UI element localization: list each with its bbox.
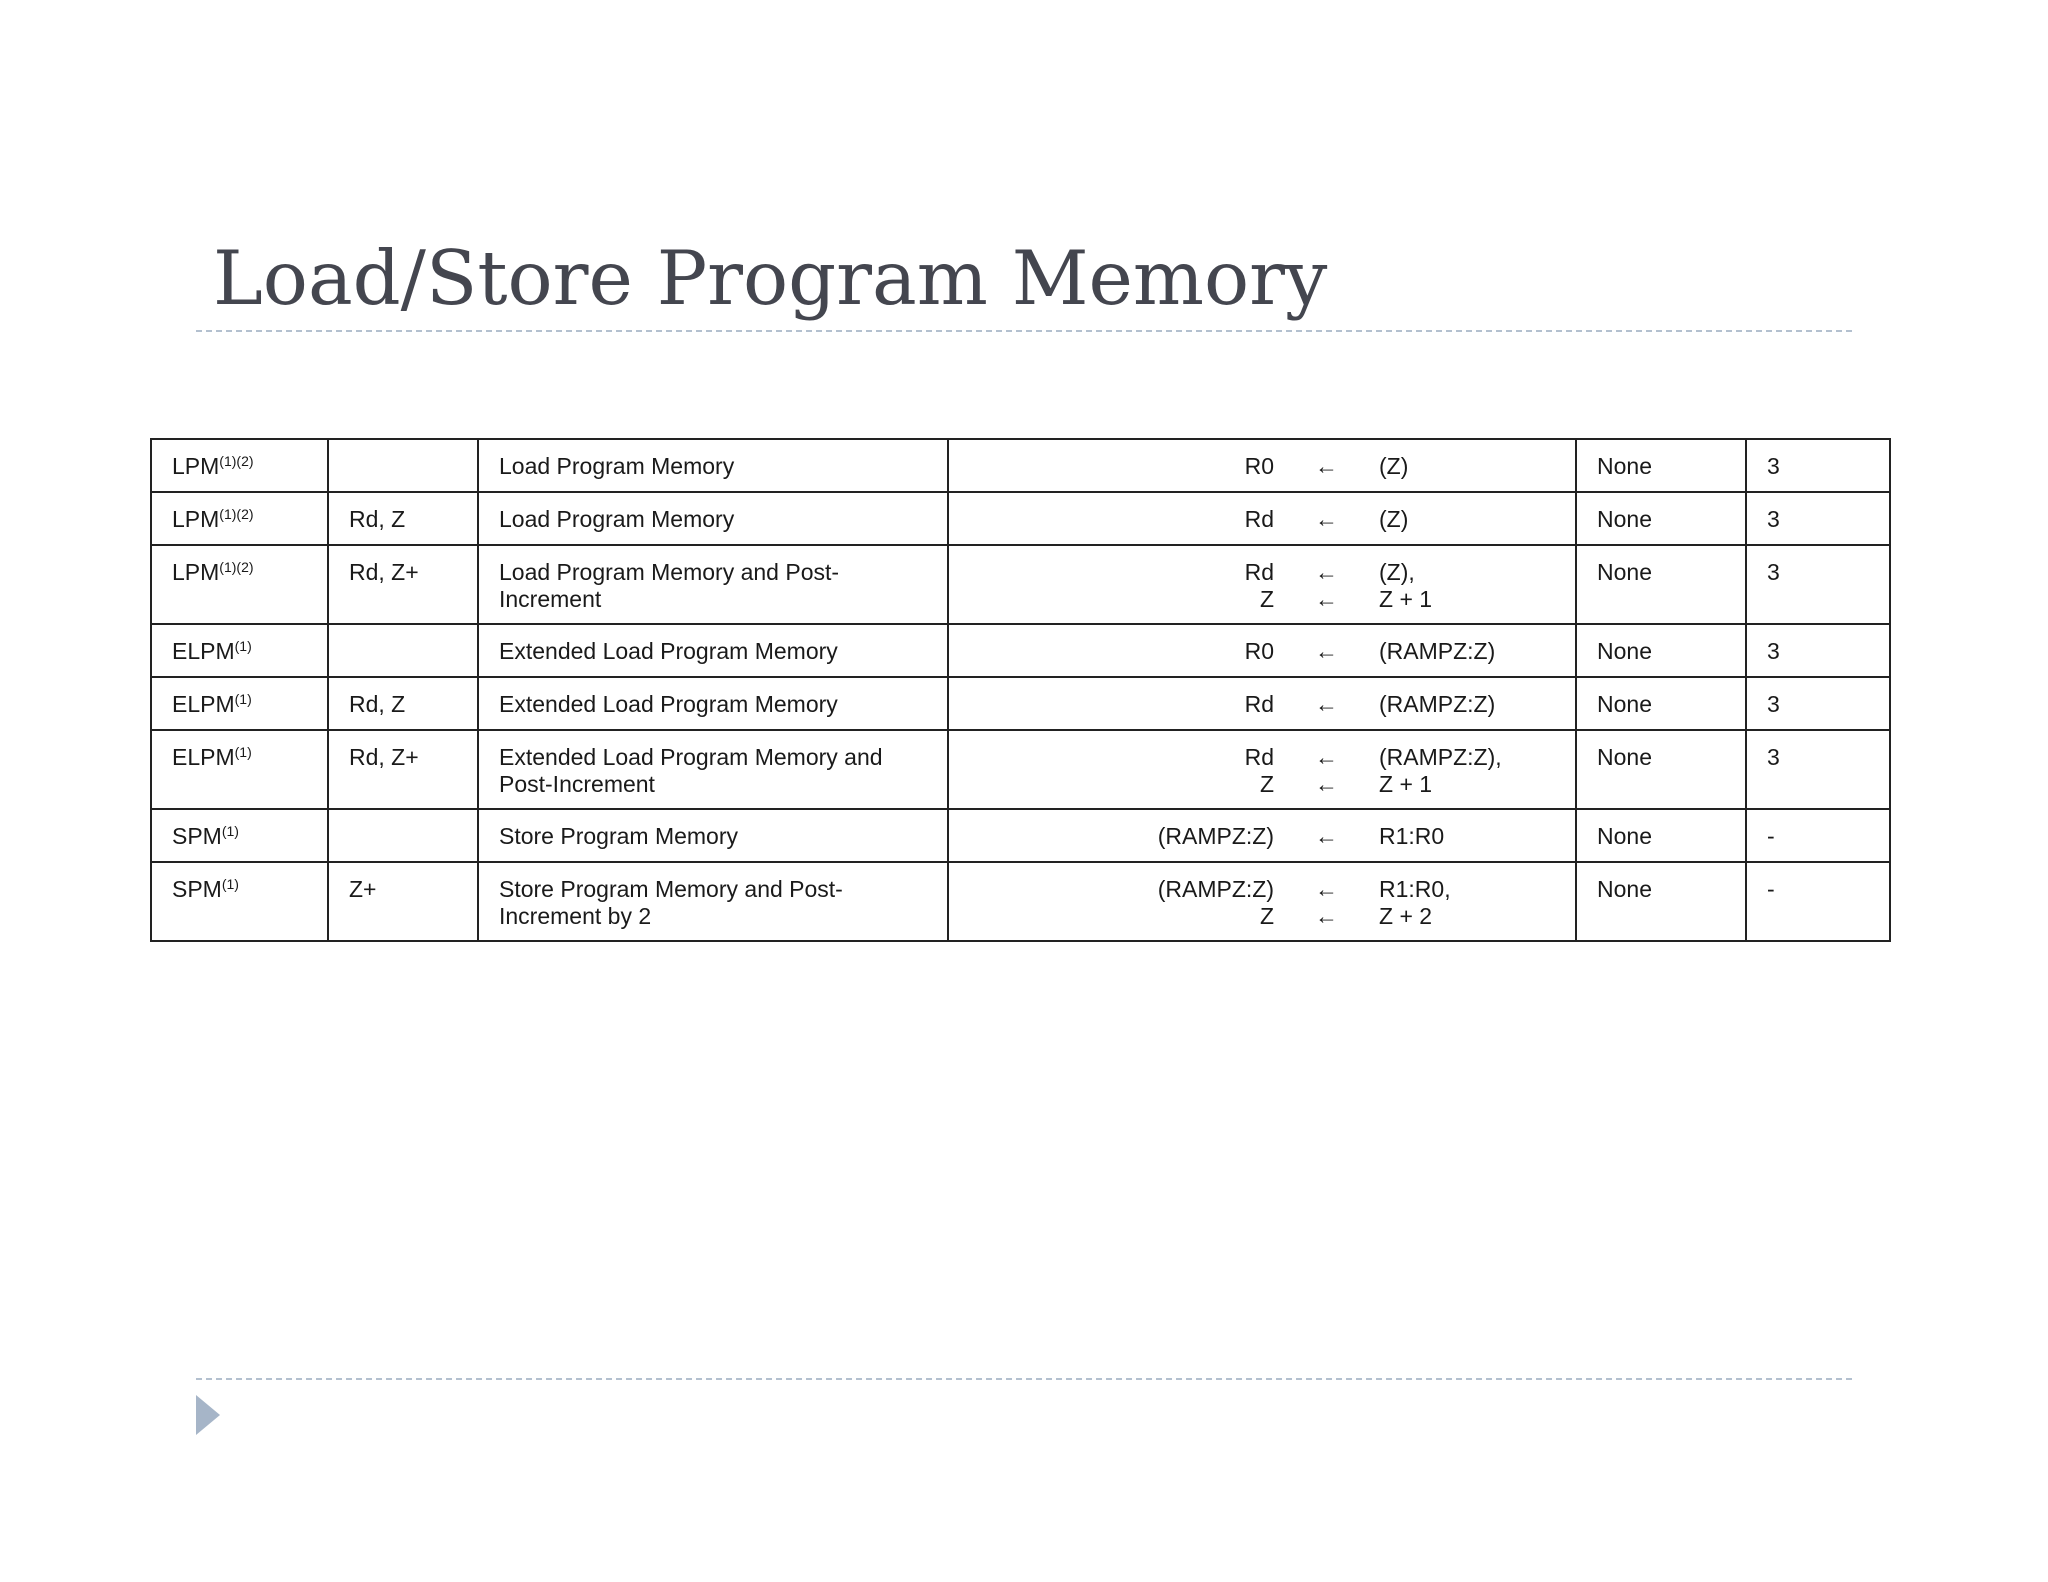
operation-source: (RAMPZ:Z): [1379, 691, 1496, 717]
operation-source: Z + 1: [1379, 586, 1433, 612]
operation-source: R1:R0,: [1379, 876, 1451, 902]
footnote-ref: (1): [221, 876, 239, 892]
flags-cell: None: [1576, 545, 1746, 624]
table-row: [151, 545, 1890, 624]
operation-source: R1:R0: [1379, 823, 1445, 849]
left-arrow-icon: ←: [1315, 823, 1338, 849]
operation-cell: [948, 730, 1576, 809]
mnemonic-cell: [151, 492, 328, 545]
flags-cell: None: [1576, 730, 1746, 809]
clocks-cell: 3: [1746, 730, 1890, 809]
operation-cell: [948, 809, 1576, 862]
table-row: [151, 730, 1890, 809]
flags-cell: None: [1576, 492, 1746, 545]
description-cell: Store Program Memory: [478, 809, 948, 862]
left-arrow-icon: ←: [1315, 453, 1338, 479]
operation-cell: [948, 492, 1576, 545]
operation-cell: [948, 439, 1576, 492]
table-row: [151, 809, 1890, 862]
mnemonic: ELPM: [172, 691, 235, 717]
description-cell: Extended Load Program Memory: [478, 624, 948, 677]
footnote-ref: (1)(2): [219, 453, 254, 469]
mnemonic: ELPM: [172, 638, 235, 664]
operation-dest: R0: [1244, 453, 1274, 479]
left-arrow-icon: ←: [1315, 691, 1338, 717]
description-cell: [478, 730, 948, 809]
operands-cell: Rd, Z: [328, 677, 478, 730]
operation-dest: Z: [1259, 903, 1274, 929]
left-arrow-icon: ←: [1315, 876, 1338, 902]
operands-cell: Rd, Z: [328, 492, 478, 545]
left-arrow-icon: ←: [1315, 559, 1338, 585]
operation-dest: Rd: [1244, 506, 1274, 532]
operands-cell: Rd, Z+: [328, 545, 478, 624]
operation-dest: (RAMPZ:Z): [1157, 823, 1274, 849]
clocks-cell: -: [1746, 809, 1890, 862]
footnote-ref: (1): [234, 638, 252, 654]
operation-source: Z + 1: [1379, 771, 1433, 797]
instruction-table: [150, 438, 1891, 942]
footnote-ref: (1)(2): [219, 559, 254, 575]
description-line: Post-Increment: [499, 771, 655, 797]
flags-cell: None: [1576, 809, 1746, 862]
left-arrow-icon: ←: [1315, 506, 1338, 532]
mnemonic: LPM: [172, 506, 220, 532]
operation-source: (Z): [1379, 453, 1409, 479]
operation-source: (RAMPZ:Z),: [1379, 744, 1502, 770]
operation-dest: Rd: [1244, 559, 1274, 585]
description-cell: Load Program Memory: [478, 492, 948, 545]
description-line: Extended Load Program Memory and: [499, 744, 883, 770]
operation-dest: Rd: [1244, 691, 1274, 717]
footnote-ref: (1): [221, 823, 239, 839]
left-arrow-icon: ←: [1315, 771, 1338, 797]
mnemonic: LPM: [172, 453, 220, 479]
flags-cell: None: [1576, 439, 1746, 492]
clocks-cell: 3: [1746, 624, 1890, 677]
mnemonic-cell: [151, 809, 328, 862]
description-line: Increment by 2: [499, 903, 652, 929]
mnemonic: ELPM: [172, 744, 235, 770]
description-line: Increment: [499, 586, 602, 612]
description-line: Store Program Memory and Post-: [499, 876, 843, 902]
mnemonic-cell: [151, 624, 328, 677]
description-cell: Load Program Memory: [478, 439, 948, 492]
mnemonic: SPM: [172, 876, 222, 902]
operation-cell: [948, 624, 1576, 677]
operation-cell: [948, 862, 1576, 941]
left-arrow-icon: ←: [1315, 638, 1338, 664]
left-arrow-icon: ←: [1315, 586, 1338, 612]
mnemonic: LPM: [172, 559, 220, 585]
slide-title: Load/Store Program Memory: [213, 234, 1328, 322]
operands-cell: Rd, Z+: [328, 730, 478, 809]
mnemonic-cell: [151, 439, 328, 492]
clocks-cell: 3: [1746, 545, 1890, 624]
title-divider: [196, 330, 1852, 332]
operation-source: Z + 2: [1379, 903, 1433, 929]
left-arrow-icon: ←: [1315, 744, 1338, 770]
operation-source: (Z): [1379, 506, 1409, 532]
clocks-cell: 3: [1746, 677, 1890, 730]
table-row: [151, 492, 1890, 545]
operation-cell: [948, 677, 1576, 730]
footnote-ref: (1)(2): [219, 506, 254, 522]
footer-divider: [196, 1378, 1852, 1380]
operation-source: (RAMPZ:Z): [1379, 638, 1496, 664]
clocks-cell: 3: [1746, 439, 1890, 492]
operands-cell: [328, 439, 478, 492]
flags-cell: None: [1576, 862, 1746, 941]
operands-cell: Z+: [328, 862, 478, 941]
mnemonic-cell: [151, 545, 328, 624]
table-row: [151, 677, 1890, 730]
description-cell: Extended Load Program Memory: [478, 677, 948, 730]
description-cell: [478, 862, 948, 941]
footnote-ref: (1): [234, 691, 252, 707]
mnemonic-cell: [151, 677, 328, 730]
operands-cell: [328, 624, 478, 677]
operation-dest: Rd: [1244, 744, 1274, 770]
flags-cell: None: [1576, 624, 1746, 677]
table-row: [151, 862, 1890, 941]
operation-dest: R0: [1244, 638, 1274, 664]
table-row: [151, 439, 1890, 492]
operation-source: (Z),: [1379, 559, 1415, 585]
table-row: [151, 624, 1890, 677]
mnemonic-cell: [151, 730, 328, 809]
description-cell: [478, 545, 948, 624]
operation-dest: (RAMPZ:Z): [1157, 876, 1274, 902]
operation-dest: Z: [1259, 586, 1274, 612]
clocks-cell: -: [1746, 862, 1890, 941]
mnemonic: SPM: [172, 823, 222, 849]
operation-dest: Z: [1259, 771, 1274, 797]
left-arrow-icon: ←: [1315, 903, 1338, 929]
clocks-cell: 3: [1746, 492, 1890, 545]
footnote-ref: (1): [234, 744, 252, 760]
operands-cell: [328, 809, 478, 862]
flags-cell: None: [1576, 677, 1746, 730]
triangle-right-icon: [196, 1395, 220, 1435]
mnemonic-cell: [151, 862, 328, 941]
description-line: Load Program Memory and Post-: [499, 559, 840, 585]
operation-cell: [948, 545, 1576, 624]
